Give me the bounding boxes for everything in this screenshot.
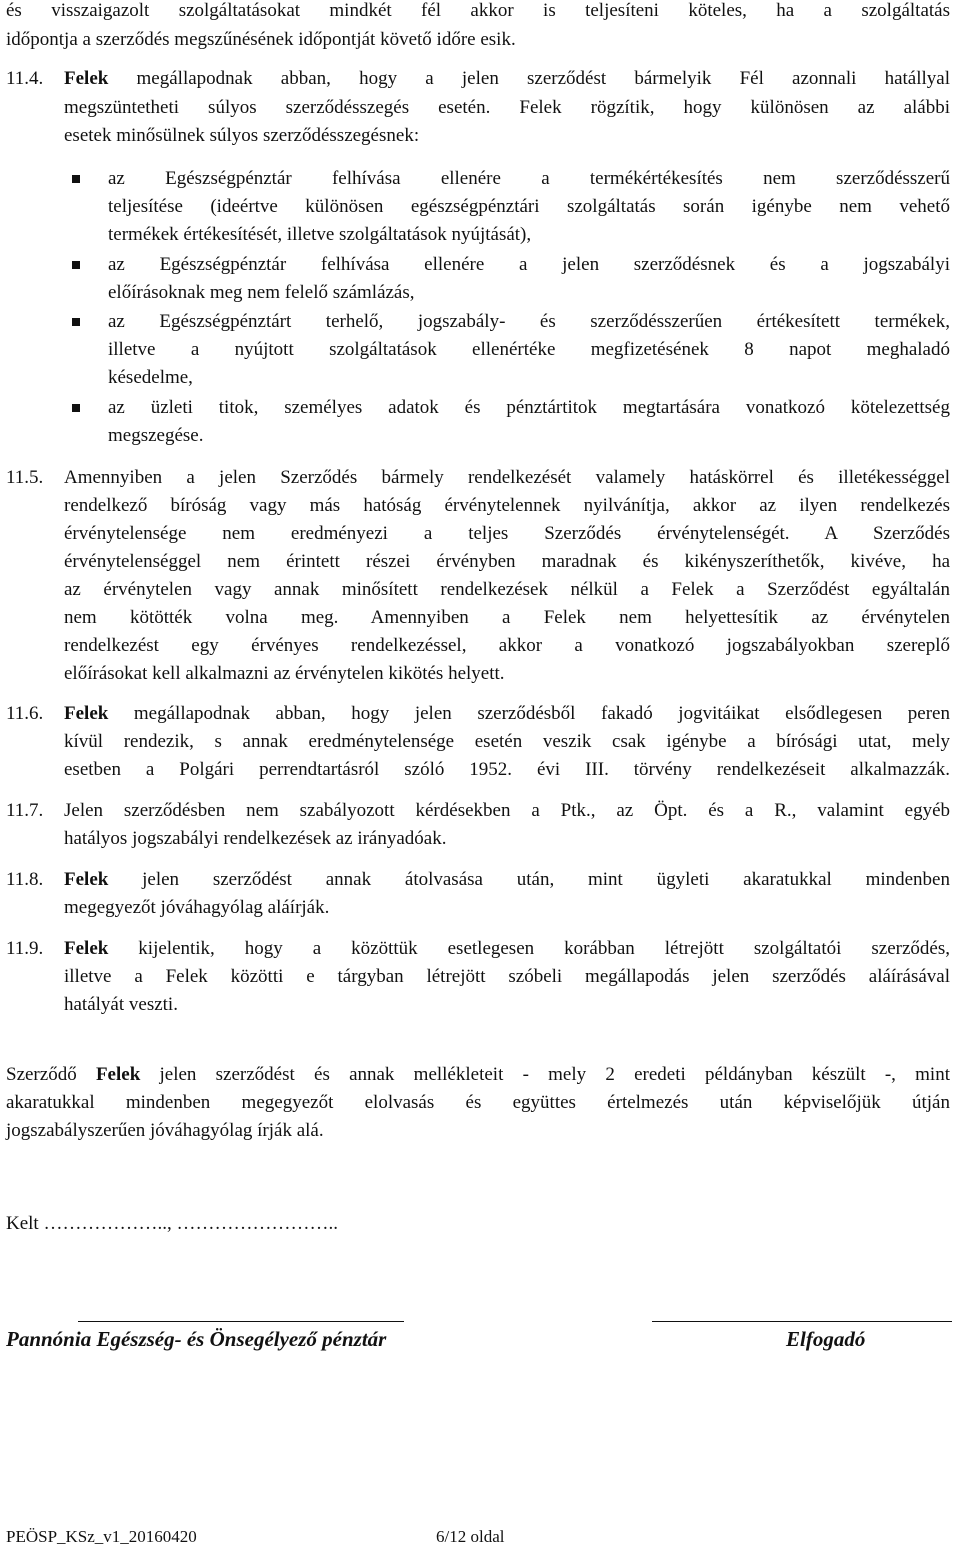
bullet-4-line-2: megszegése. [108, 425, 204, 446]
bullet-2-line-2: előírásoknak meg nem felelő számlázás, [108, 282, 415, 303]
section-11-9-line-1: Felek kijelentik, hogy a közöttük esetlegesen korábban létrejött szolgáltatói szerződés, [64, 938, 950, 959]
section-11-5-line-4: érvénytelenséggel nem érintett részei érvényben maradnak és kikényszeríthetők, kivéve, ha [64, 551, 950, 572]
footer-document-id: PEÖSP_KSz_v1_20160420 [6, 1527, 197, 1546]
bullet-4-line-1: az üzleti titok, személyes adatok és pénztártitok megtartására vonatkozó kötelezettség [108, 397, 950, 418]
section-11-6-line-1: Felek megállapodnak abban, hogy jelen szerződésből fakadó jogvitáikat elsődlegesen peren [64, 703, 950, 724]
section-number-11-7: 11.7. [6, 800, 44, 821]
section-11-5-line-2: rendelkező bíróság vagy más hatóság érvénytelennek nyilvánítja, akkor az ilyen rendelkezés [64, 495, 950, 516]
bullet-2-line-1: az Egészségpénztár felhívása ellenére a jelen szerződésnek és a jogszabályi [108, 254, 950, 275]
footer-page-number: 6/12 oldal [436, 1527, 505, 1546]
section-number-11-5: 11.5. [6, 467, 44, 488]
bullet-3-line-1: az Egészségpénztárt terhelő, jogszabály- és szerződésszerűen értékesített termékek, [108, 311, 950, 332]
bullet-1-line-2: teljesítése (ideértve különösen egészségpénztári szolgáltatás során igénybe nem vehető [108, 196, 950, 217]
section-11-6-line-2: kívül rendezik, s annak eredménytelensége esetén veszik csak igénybe a bírósági utat, mely [64, 731, 950, 752]
date-place-line: Kelt ……………….., …………………….. [6, 1213, 338, 1234]
felek-bold: Felek [95, 1064, 141, 1085]
section-number-11-6: 11.6. [6, 703, 44, 724]
section-11-5-line-8: előírásokat kell alkalmazni az érvénytelen kikötés helyett. [64, 663, 505, 684]
bullet-icon [72, 318, 80, 326]
section-11-9-line-2: illetve a Felek közötti e tárgyban létrejött szóbeli megállapodás jelen szerződés aláírásával [64, 966, 950, 987]
section-11-5-line-5: az érvénytelen vagy annak minősített rendelkezések nélkül a Felek a Szerződést egyáltalán [64, 579, 950, 600]
section-11-4-line-3: esetek minősülnek súlyos szerződésszegésnek: [64, 125, 420, 146]
section-11-5-line-3: érvénytelensége nem eredményezi a teljes Szerződés érvénytelenségét. A Szerződés [64, 523, 950, 544]
closing-line-2: akaratukkal mindenben megegyezőt elolvasás és együttes értelmezés után képviselőjük útján [6, 1092, 950, 1113]
closing-line-1: Szerződő Felek jelen szerződést és annak mellékleteit - mely 2 eredeti példányban készült -, mint [6, 1064, 950, 1085]
signature-label-right: Elfogadó [786, 1327, 866, 1351]
signature-line-right [652, 1321, 952, 1322]
closing-line-3: jogszabályszerűen jóváhagyólag írják alá. [6, 1120, 324, 1141]
section-11-5-line-7: rendelkezést egy érvényes rendelkezéssel, akkor a vonatkozó jogszabályokban szereplő [64, 635, 950, 656]
signature-label-left: Pannónia Egészség- és Önsegélyező pénztár [6, 1327, 387, 1351]
bullet-icon [72, 175, 80, 183]
section-11-9-line-3: hatályát veszti. [64, 994, 178, 1015]
bullet-1-line-1: az Egészségpénztár felhívása ellenére a termékértékesítés nem szerződésszerű [108, 168, 950, 189]
section-11-4-line-1: Felek megállapodnak abban, hogy a jelen szerződést bármelyik Fél azonnali hatállyal [64, 68, 950, 89]
section-number-11-4: 11.4. [6, 68, 44, 89]
felek-bold: Felek [64, 703, 109, 724]
bullet-1-line-3: termékek értékesítését, illetve szolgáltatások nyújtását), [108, 224, 532, 245]
felek-bold: Felek [64, 938, 109, 959]
section-11-5-line-6: nem kötötték volna meg. Amennyiben a Felek nem helyettesítik az érvénytelen [64, 607, 950, 628]
section-number-11-9: 11.9. [6, 938, 44, 959]
section-11-5-line-1: Amennyiben a jelen Szerződés bármely rendelkezését valamely hatáskörrel és illetékességgel [64, 467, 950, 488]
signature-line-left [78, 1321, 404, 1322]
intro-line-2: időpontja a szerződés megszűnésének időpontját követő időre esik. [6, 29, 516, 50]
felek-bold: Felek [64, 869, 109, 890]
section-11-6-line-3: esetben a Polgári perrendtartásról szóló 1952. évi III. törvény rendelkezéseit alkalmazzák. [64, 759, 950, 780]
section-11-8-line-2: megegyezőt jóváhagyólag aláírják. [64, 897, 330, 918]
section-11-7-line-2: hatályos jogszabályi rendelkezések az irányadóak. [64, 828, 447, 849]
section-11-7-line-1: Jelen szerződésben nem szabályozott kérdésekben a Ptk., az Öpt. és a R., valamint egyéb [64, 800, 950, 821]
section-11-4-line-2: megszüntetheti súlyos szerződésszegés esetén. Felek rögzítik, hogy különösen az alábbi [64, 97, 950, 118]
intro-line-1: és visszaigazolt szolgáltatásokat mindkét fél akkor is teljesíteni köteles, ha a szolgáltatás [6, 0, 950, 21]
bullet-icon [72, 404, 80, 412]
bullet-3-line-2: illetve a nyújtott szolgáltatások ellenértéke megfizetésének 8 napot meghaladó [108, 339, 950, 360]
bullet-icon [72, 261, 80, 269]
felek-bold: Felek [64, 68, 109, 89]
bullet-3-line-3: késedelme, [108, 367, 193, 388]
section-11-8-line-1: Felek jelen szerződést annak átolvasása után, mint ügyleti akaratukkal mindenben [64, 869, 950, 890]
section-number-11-8: 11.8. [6, 869, 44, 890]
